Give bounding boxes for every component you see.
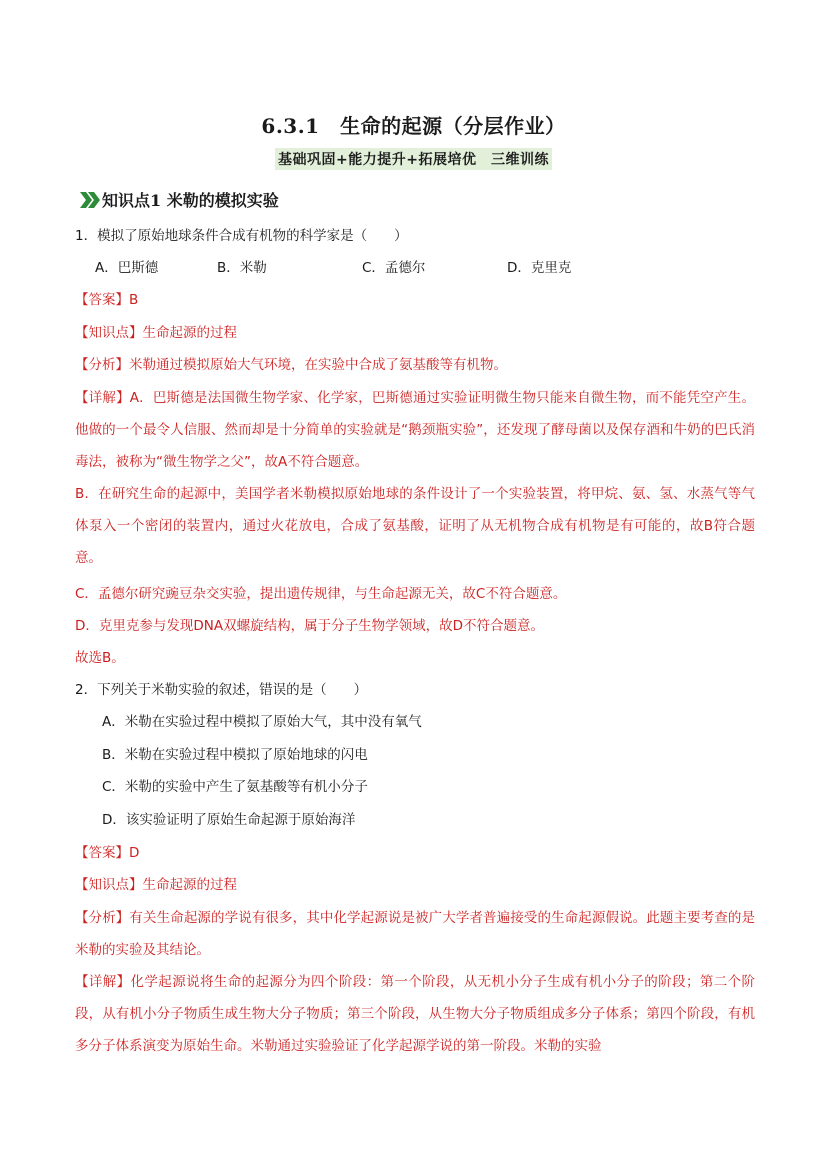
q1-conclusion: 故选B。 — [75, 650, 125, 666]
q1-detail-a — [75, 382, 755, 478]
q2-analysis-text: 【分析】有关生命起源的学说有很多，其中化学起源说是被广大学者普遍接受的生命起源假说。此题主要考查的是米勒的实验及其结论。 — [75, 910, 755, 958]
q1-option-c: C．孟德尔 — [362, 260, 426, 276]
q2-analysis — [75, 902, 755, 966]
q1-option-b: B．米勒 — [217, 260, 267, 276]
q1-detail-c: C．孟德尔研究豌豆杂交实验，提出遗传规律，与生命起源无关，故C不符合题意。 — [75, 586, 567, 602]
q1-option-a: A．巴斯德 — [95, 260, 159, 276]
q2-option-a: A．米勒在实验过程中模拟了原始大气，其中没有氧气 — [102, 714, 422, 730]
q1-question: 1．模拟了原始地球条件合成有机物的科学家是（ ） — [75, 228, 408, 244]
q2-knowledge: 【知识点】生命起源的过程 — [75, 877, 237, 893]
page-subtitle: 基础巩固+能力提升+拓展培优 三维训练 — [275, 148, 552, 170]
q1-detail-b-text: B．在研究生命的起源中，美国学者米勒模拟原始地球的条件设计了一个实验装置，将甲烷、氨、氢、水蒸气等气体泵入一个密闭的装置内，通过火花放电，合成了氨基酸，证明了从无机物合成有机物是有可能的，故B符合题意。 — [75, 486, 755, 566]
section-heading — [80, 188, 279, 211]
q2-detail — [75, 966, 755, 1062]
q2-detail-text: 【详解】化学起源说将生命的起源分为四个阶段：第一个阶段，从无机小分子生成有机小分子的阶段；第二个阶段，从有机小分子物质生成生物大分子物质；第三个阶段，从生物大分子物质组成多分子体系；第四个阶段，有机多分子体系演变为原始生命。米勒通过实验验证了化学起源学说的第一阶段。米勒的实验 — [75, 974, 755, 1054]
section-label: 知识点1 米勒的模拟实验 — [102, 191, 279, 210]
q1-detail-b — [75, 478, 755, 574]
subtitle-wrap — [0, 148, 827, 170]
q1-detail-d: D．克里克参与发现DNA双螺旋结构，属于分子生物学领域，故D不符合题意。 — [75, 618, 545, 634]
q1-answer: 【答案】B — [75, 292, 139, 308]
double-chevron-icon — [80, 192, 100, 208]
q2-option-b: B．米勒在实验过程中模拟了原始地球的闪电 — [102, 747, 368, 763]
page-title: 6.3.1 生命的起源（分层作业） — [261, 114, 566, 138]
q1-detail-a-text: 【详解】A．巴斯德是法国微生物学家、化学家，巴斯德通过实验证明微生物只能来自微生物，而不能凭空产生。他做的一个最令人信服、然而却是十分简单的实验就是“鹅颈瓶实验”，还发现了酵母菌以及保存酒和牛奶的巴氏消毒法，被称为“微生物学之父”，故A不符合题意。 — [75, 390, 755, 470]
q2-answer: 【答案】D — [75, 845, 140, 861]
q2-option-d: D．该实验证明了原始生命起源于原始海洋 — [102, 812, 356, 828]
q2-option-c: C．米勒的实验中产生了氨基酸等有机小分子 — [102, 779, 368, 795]
q1-option-d: D．克里克 — [507, 260, 572, 276]
q1-analysis: 【分析】米勒通过模拟原始大气环境，在实验中合成了氨基酸等有机物。 — [75, 357, 507, 373]
q1-knowledge: 【知识点】生命起源的过程 — [75, 325, 237, 341]
q2-question: 2．下列关于米勒实验的叙述，错误的是（ ） — [75, 682, 368, 698]
